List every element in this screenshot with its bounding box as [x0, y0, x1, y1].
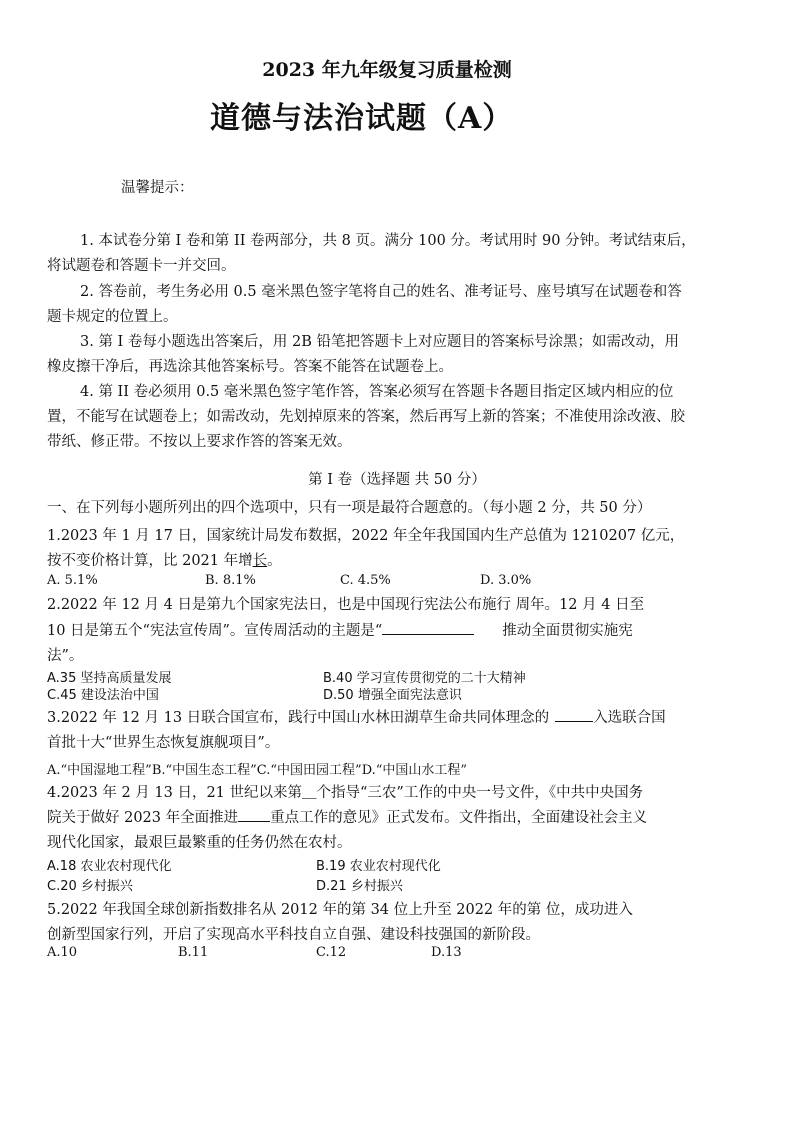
tip-1-line-2: 将试题卷和答题卡一并交回。 [47, 258, 236, 274]
q2-option-c[interactable]: C.45 建设法治中国 [47, 688, 159, 703]
q3-line-2: 首批十大“世界生态恢复旗舰项目”。 [47, 735, 280, 751]
q4-line-1: 4.2023 年 2 月 13 日，21 世纪以来第＿个指导“三农”工作的中央一号文件，《中共中央国务 [47, 785, 644, 801]
tip-4-line-3: 带纸、修正带。不按以上要求作答的答案无效。 [47, 434, 352, 450]
tip-3-line-2: 橡皮擦干净后，再选涂其他答案标号。答案不能答在试题卷上。 [47, 359, 453, 375]
q2-option-a[interactable]: A.35 坚持高质量发展 [47, 671, 172, 686]
q4-option-d[interactable]: D.21 乡村振兴 [316, 879, 403, 894]
q4-option-a[interactable]: A.18 农业农村现代化 [47, 859, 172, 874]
q4-option-b[interactable]: B.19 农业农村现代化 [316, 859, 441, 874]
tip-4-line-2: 置，不能写在试题卷上；如需改动，先划掉原来的答案，然后再写上新的答案；不准使用涂改液、胶 [47, 409, 685, 425]
q4-line-2: 院关于做好 2023 年全面推进 重点工作的意见》正式发布。文件指出，全面建设社会主义 [47, 806, 647, 831]
q2-line-1: 2.2022 年 12 月 4 日是第九个国家宪法日，也是中国现行宪法公布施行 周年。12 月 4 日至 [47, 597, 645, 613]
tip-3-line-1: 3. 第 I 卷每小题选出答案后，用 2B 铅笔把答题卡上对应题目的答案标号涂黑；如需改动，用 [80, 334, 679, 350]
tip-2-line-2: 题卡规定的位置上。 [47, 309, 178, 325]
q1-underlined-char: 长 [252, 553, 268, 569]
q2-option-b[interactable]: B.40 学习宣传贯彻党的二十大精神 [323, 671, 526, 686]
q1-option-b[interactable]: B. 8.1% [205, 573, 256, 588]
q3-options[interactable]: A.“中国湿地工程”B.“中国生态工程”C.“中国田园工程”D.“中国山水工程” [47, 763, 468, 778]
q1-line-2: 按不变价格计算，比 2021 年增长。 [47, 553, 282, 569]
tip-4-line-1: 4. 第 II 卷必须用 0.5 毫米黑色签字笔作答，答案必须写在答题卡各题目指定区域内相应的位 [80, 384, 674, 400]
q2-line-3: 法”。 [47, 648, 84, 664]
tips-heading: 温馨提示： [121, 180, 194, 196]
q5-option-a[interactable]: A.10 [47, 945, 78, 960]
q1-line-1: 1.2023 年 1 月 17 日，国家统计局发布数据，2022 年全年我国国内生产总值为 1210207 亿元， [47, 528, 685, 544]
q2-line-2: 10 日是第五个“宪法宣传周”。宣传周活动的主题是“ 推动全面贯彻实施宪 [47, 619, 633, 644]
q4-line-3: 现代化国家，最艰巨最繁重的任务仍然在农村。 [47, 835, 352, 851]
q3-blank [555, 707, 593, 722]
q5-line-2: 创新型国家行列，开启了实现高水平科技自立自强、建设科技强国的新阶段。 [47, 927, 540, 943]
q1-option-d[interactable]: D. 3.0% [480, 573, 532, 588]
q5-line-1: 5.2022 年我国全球创新指数排名从 2012 年的第 34 位上升至 2022 年的第 位，成功进入 [47, 902, 633, 918]
q1-option-c[interactable]: C. 4.5% [340, 573, 391, 588]
q5-option-d[interactable]: D.13 [431, 945, 462, 960]
q5-option-c[interactable]: C.12 [316, 945, 347, 960]
exam-subtitle: 2023 年九年级复习质量检测 [262, 59, 512, 81]
q1-option-a[interactable]: A. 5.1% [47, 573, 98, 588]
tip-1-line-1: 1. 本试卷分第 I 卷和第 II 卷两部分，共 8 页。满分 100 分。考试用时 90 分钟。考试结束后， [80, 233, 696, 249]
q2-blank [382, 620, 474, 635]
q5-option-b[interactable]: B.11 [178, 945, 209, 960]
exam-title: 道德与法治试题（A） [210, 101, 514, 136]
q4-blank [238, 807, 270, 822]
q4-option-c[interactable]: C.20 乡村振兴 [47, 879, 133, 894]
section-title: 第 I 卷（选择题 共 50 分） [308, 472, 486, 488]
q2-option-d[interactable]: D.50 增强全面宪法意识 [323, 688, 462, 703]
tip-2-line-1: 2. 答卷前，考生务必用 0.5 毫米黑色签字笔将自己的姓名、准考证号、座号填写在试题卷和答 [80, 284, 682, 300]
section-instructions: 一、在下列每小题所列出的四个选项中，只有一项是最符合题意的。（每小题 2 分，共 50 分） [47, 500, 652, 516]
q3-line-1: 3.2022 年 12 月 13 日联合国宣布，践行中国山水林田湖草生命共同体理念的 入选联合国 [47, 706, 666, 731]
